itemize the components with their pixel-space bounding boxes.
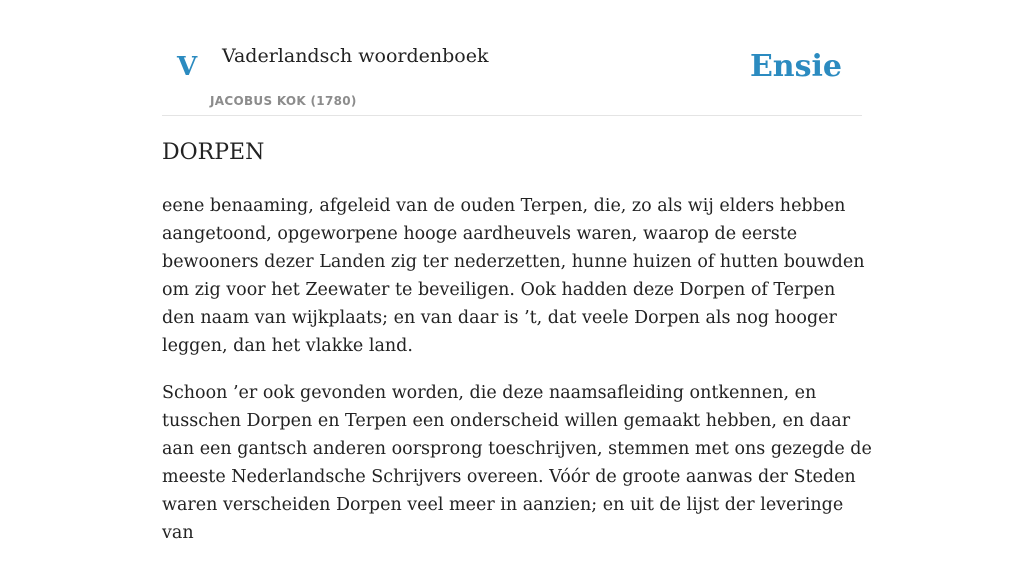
header — [162, 0, 862, 116]
ensie-logo-link[interactable]: Ensie — [749, 49, 842, 84]
entry-paragraph: Schoon ’er ook gevonden worden, die deze naamsafleiding ontkennen, en tusschen Dorpen en Terpen een onderscheid willen gemaakt hebben, en daar aan een gantsch anderen oorsprong toeschrijven, stemmen met ons gezegde de meeste Nederlandsche Schrijvers overeen. Vóór de groote aanwas der Steden waren verscheiden Dorpen veel meer in aanzien; en uit de lijst der leveringe van — [162, 383, 872, 543]
entry-paragraph: eene benaaming, afgeleid van de ouden Terpen, die, zo als wij elders hebben aangetoond, opgeworpene hooge aardheuvels waren, waarop de eerste bewooners dezer Landen zig ter nederzetten, hunne huizen of hutten bouwden om zig voor het Zeewater te beveiligen. Ook hadden deze Dorpen of Terpen den naam van wijkplaats; en van daar is ’t, dat veele Dorpen als nog hooger leggen, dan het vlakke land. — [162, 196, 865, 356]
book-title[interactable]: Vaderlandsch woordenboek — [222, 45, 489, 67]
book-author: JACOBUS KOK (1780) — [210, 94, 357, 108]
entry-title: DORPEN — [162, 140, 265, 165]
entry-body — [162, 192, 872, 566]
book-letter-icon[interactable]: V — [177, 52, 198, 82]
